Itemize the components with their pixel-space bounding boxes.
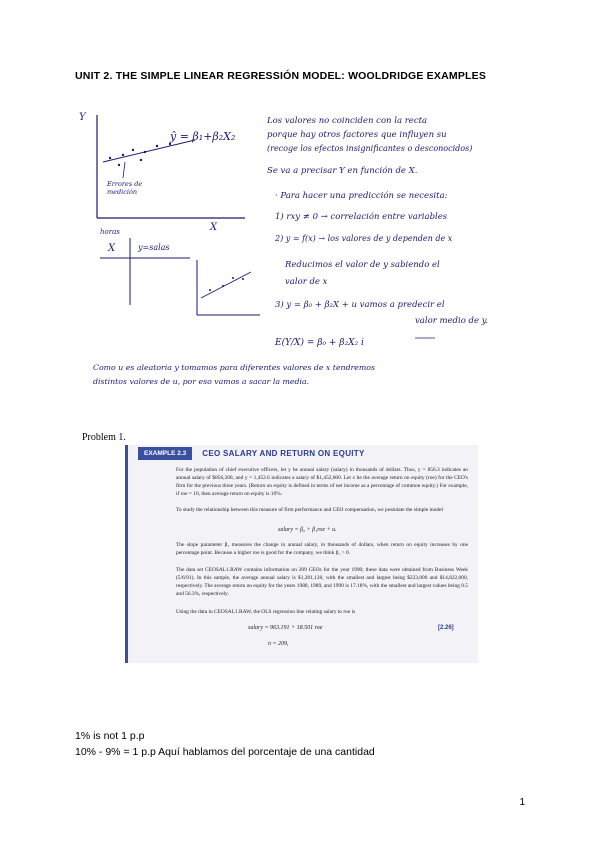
example-equation-number: [2.26]	[438, 625, 454, 631]
note-line-3: (recoge los efectos insignificantes o desconocidos)	[267, 144, 473, 153]
page-number: 1	[519, 797, 525, 808]
page-title: UNIT 2. THE SIMPLE LINEAR REGRESSIÓN MODEL: WOOLDRIDGE EXAMPLES	[75, 70, 487, 82]
note-pp-2: 10% - 9% = 1 p.p Aquí hablamos del porcentaje de una cantidad	[75, 746, 375, 758]
note-line-6: 1) rxy ≠ 0 → correlación entre variables	[275, 212, 448, 222]
example-paragraph-4: The data set CEOSAL1.RAW contains information on 209 CEOs for the year 1990; these data were obtained from Business Week (5/6/91). In this sample, the average annual salary is $1,281,120, with the smallest and largest being $223,000 and $14,822,000, respectively. The average return on equity for the years 1988, 1989, and 1990 is 17.18%, with the smallest and largest values being 0.5 and 56.3%, respectively.	[176, 567, 468, 597]
example-header	[128, 445, 478, 461]
errors-label: Errores de medición	[107, 180, 143, 196]
example-tag: EXAMPLE 2.3	[138, 447, 192, 460]
example-equation-2: salary = 963.191 + 18.501 roe	[248, 625, 323, 631]
note-line-7: 2) y = f(x) → los valores de y dependen de x	[275, 234, 453, 243]
note-line-1: Los valores no coinciden con la recta	[267, 116, 428, 126]
note-pp-1: 1% is not 1 p.p	[75, 730, 145, 742]
example-paragraph-2: To study the relationship between this measure of firm performance and CEO compensation, we postulate the simple model	[176, 507, 443, 513]
note-line-8: Reducimos el valor de y sabiendo el	[285, 260, 440, 270]
note-line-11: valor medio de y.	[415, 316, 489, 326]
table-y-label: y=salas	[138, 243, 170, 252]
table-header: horas	[100, 228, 120, 236]
handwritten-notes	[75, 100, 527, 400]
note-line-2: porque hay otros factores que influyen su	[267, 130, 447, 140]
note-line-12: E(Y/X) = β₀ + β₂X₂ i	[275, 338, 364, 348]
sketch-regression-line	[103, 140, 195, 162]
example-box	[125, 445, 478, 663]
example-equation-1: salary = β₀ + β₁roe + u.	[278, 527, 337, 533]
sketch-points	[109, 143, 171, 166]
sketch2-line	[201, 272, 251, 298]
model-equation: ŷ = β₁+β₂X₂	[170, 130, 236, 143]
table-x-label: X	[108, 243, 116, 254]
note-line-9: valor de x	[285, 277, 328, 287]
note-line-4: Se va a precisar Y en función de X.	[267, 166, 418, 176]
example-paragraph-5: Using the data in CEOSAL1.RAW, the OLS regression line relating salary to roe is	[176, 609, 356, 615]
sketch-y-label: Y	[79, 112, 86, 123]
problem-label: Problem 1.	[82, 432, 126, 443]
note-line-10: 3) y = β₀ + β₂X + u vamos a predecir el	[275, 300, 445, 310]
example-paragraph-1: For the population of chief executive officers, let y be annual salary (salary) in thousands of dollars. Thus, y = 856.3 indicates an annual salary of $856,300, and y = 1,452.6 indicates a salary of $1,452,600. Let x be the average return on equity (roe) for the CEO's firm for the previous three years. (Return on equity is defined in terms of net income as a percentage of common equity.) For example, if roe = 10, then average return on equity is 10%.	[176, 467, 468, 497]
sketch-x-label: X	[210, 222, 218, 233]
example-title: CEO SALARY AND RETURN ON EQUITY	[202, 448, 365, 458]
example-paragraph-3: The slope parameter β₁ measures the change in annual salary, in thousands of dollars, when return on equity increases by one percentage point. Because a higher roe is good for the company, we think β₁ > 0.	[176, 542, 468, 556]
note-line-5: · Para hacer una predicción se necesita:	[275, 191, 448, 201]
note-line-13: Como u es aleatoria y tomamos para diferentes valores de x tendremos	[93, 363, 375, 372]
note-line-14: distintos valores de u, por eso vamos a sacar la media.	[93, 377, 310, 386]
example-equation-3: n = 209,	[268, 641, 289, 647]
